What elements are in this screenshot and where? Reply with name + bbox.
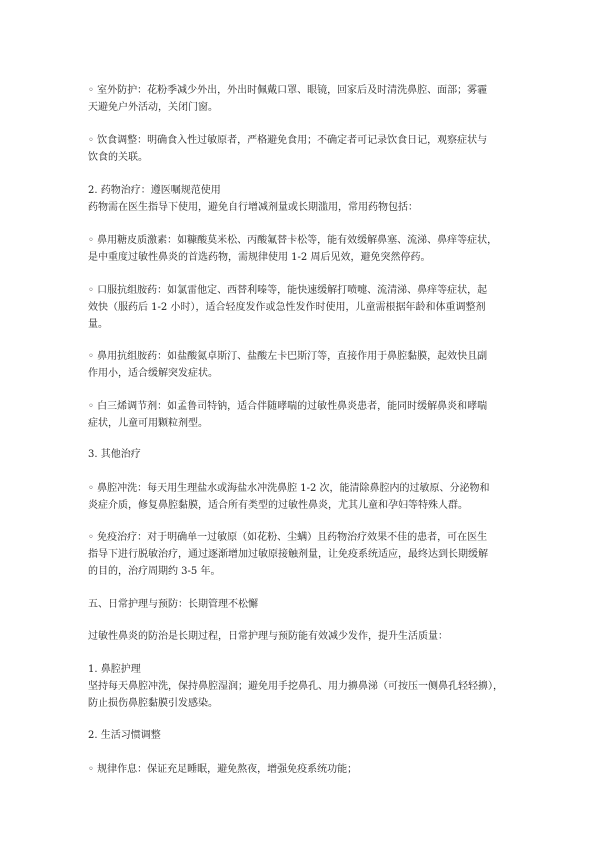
section-other-therapy: [88, 446, 513, 463]
section-heading: 2. 生活习惯调整: [88, 730, 161, 741]
text-line: ◦ 规律作息：保证充足睡眠，避免熬夜，增强免疫系统功能；: [88, 764, 358, 775]
text-line: ◦ 饮食调整：明确食入性过敏原者，严格避免食用；不确定者可记录饮食日记，观察症状与: [88, 135, 488, 146]
chapter-daily-care: [88, 596, 513, 613]
text-line: 坚持每天鼻腔冲洗，保持鼻腔湿润；避免用手挖鼻孔、用力擤鼻涕（可按压一侧鼻孔轻轻擤），: [88, 681, 503, 692]
text-line: 作用小，适合缓解突发症状。: [88, 368, 218, 379]
paragraph-nasal-corticosteroids: [88, 232, 513, 266]
paragraph-nasal-antihistamines: [88, 348, 513, 382]
text-line: 炎症介质，修复鼻腔黏膜，适合所有类型的过敏性鼻炎，尤其儿童和孕妇等特殊人群。: [88, 500, 468, 511]
paragraph-diet-adjustment: [88, 132, 513, 166]
text-line: ◦ 室外防护：花粉季减少外出，外出时佩戴口罩、眼镜，回家后及时清洗鼻腔、面部；雾霾: [88, 85, 488, 96]
section-lifestyle: [88, 727, 513, 744]
paragraph-leukotriene-modifiers: [88, 398, 513, 432]
text-line: ◦ 白三烯调节剂：如孟鲁司特钠，适合伴随哮喘的过敏性鼻炎患者，能同时缓解鼻炎和哮喘: [88, 401, 488, 412]
paragraph-daily-care-intro: [88, 628, 513, 645]
text-line: 药物需在医生指导下使用，避免自行增减剂量或长期滥用，常用药物包括：: [88, 202, 418, 213]
text-line: 是中重度过敏性鼻炎的首选药物，需规律使用 1-2 周后见效，避免突然停药。: [88, 252, 431, 263]
text-line: 天避免户外活动，关闭门窗。: [88, 102, 218, 113]
text-line: 症状，儿童可用颗粒剂型。: [88, 418, 208, 429]
section-nasal-care: [88, 661, 513, 712]
text-line: 量。: [88, 319, 108, 330]
paragraph-regular-schedule: [88, 761, 513, 778]
text-line: ◦ 鼻腔冲洗：每天用生理盐水或海盐水冲洗鼻腔 1-2 次，能清除鼻腔内的过敏原、分泌物和: [88, 483, 490, 494]
chapter-heading: 五、日常护理与预防：长期管理不松懈: [88, 599, 258, 610]
text-line: 防止损伤鼻腔黏膜引发感染。: [88, 698, 218, 709]
section-drug-therapy: [88, 182, 513, 216]
text-line: ◦ 口服抗组胺药：如氯雷他定、西替利嗪等，能快速缓解打喷嚏、流清涕、鼻痒等症状，起: [88, 285, 488, 296]
section-heading: 2. 药物治疗：遵医嘱规范使用: [88, 185, 221, 196]
text-line: ◦ 鼻用抗组胺药：如盐酸氮卓斯汀、盐酸左卡巴斯汀等，直接作用于鼻腔黏膜，起效快且副: [88, 351, 488, 362]
paragraph-outdoor-protection: [88, 82, 513, 116]
text-line: 饮食的关联。: [88, 152, 148, 163]
text-line: ◦ 免疫治疗：对于明确单一过敏原（如花粉、尘螨）且药物治疗效果不佳的患者，可在医生: [88, 532, 488, 543]
section-heading: 3. 其他治疗: [88, 449, 141, 460]
text-line: 过敏性鼻炎的防治是长期过程，日常护理与预防能有效减少发作，提升生活质量：: [88, 631, 448, 642]
paragraph-oral-antihistamines: [88, 282, 513, 333]
text-line: 的目的，治疗周期约 3-5 年。: [88, 566, 221, 577]
text-line: ◦ 鼻用糖皮质激素：如糠酸莫米松、丙酸氟替卡松等，能有效缓解鼻塞、流涕、鼻痒等症状，: [88, 235, 498, 246]
paragraph-immunotherapy: [88, 529, 513, 580]
paragraph-nasal-irrigation: [88, 480, 513, 514]
text-line: 效快（服药后 1-2 小时），适合轻度发作或急性发作时使用，儿童需根据年龄和体重调整剂: [88, 302, 486, 313]
section-heading: 1. 鼻腔护理: [88, 664, 141, 675]
text-line: 指导下进行脱敏治疗，通过逐渐增加过敏原接触剂量，让免疫系统适应，最终达到长期缓解: [88, 549, 488, 560]
